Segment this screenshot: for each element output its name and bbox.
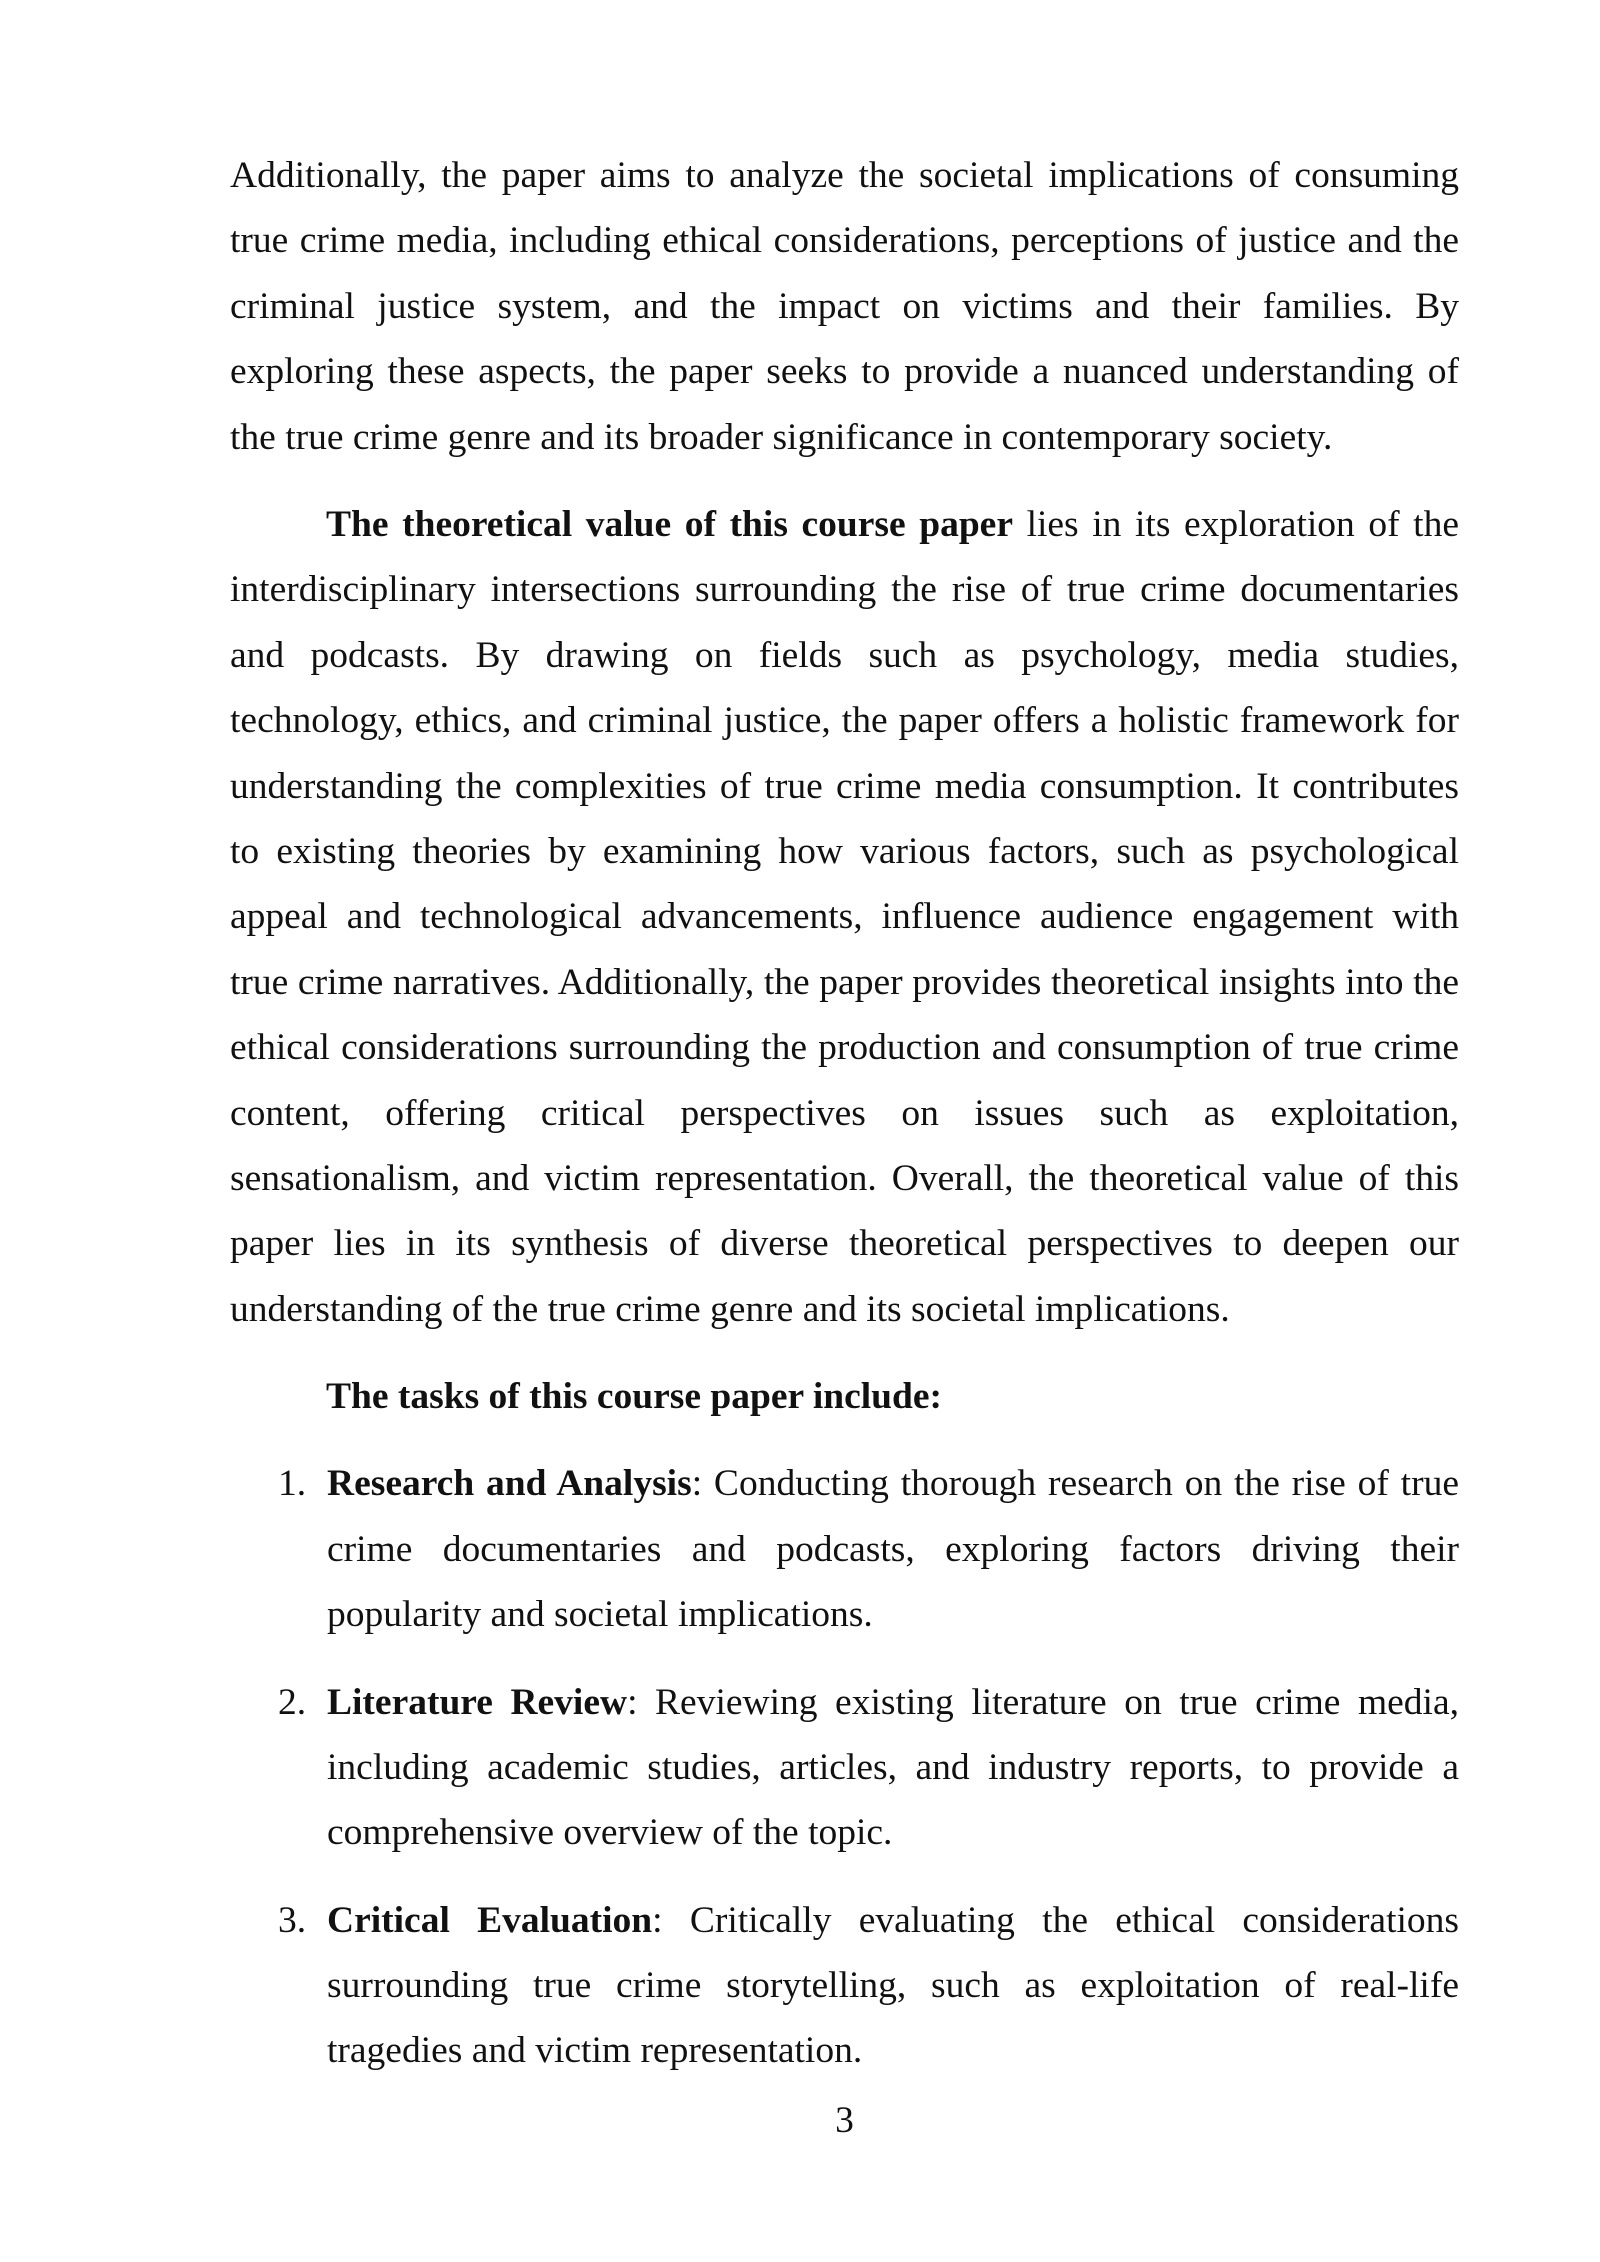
list-item-text: : Reviewing existing literature on true crime media, including academic studies, articles, and industry reports, to provide a comprehensive overview of the topic. — [327, 1681, 1459, 1854]
list-item-task-1 — [278, 1451, 1459, 1647]
list-item-number: 1. — [278, 1463, 307, 1505]
theoretical-value-lead: The theoretical value of this course paper — [326, 503, 1013, 545]
list-item-task-2 — [278, 1670, 1459, 1866]
list-item-number: 2. — [278, 1681, 307, 1723]
list-item-task-3 — [278, 1888, 1460, 2084]
list-item-text: : Conducting thorough research on the rise of true crime documentaries and podcasts, exploring factors driving their popularity and societal implications. — [327, 1463, 1459, 1636]
list-item-text: : Critically evaluating the ethical considerations surrounding true crime storytelling, such as exploitation of real-life tragedies and victim representation. — [327, 1899, 1460, 2072]
page-number: 3 — [835, 2100, 854, 2141]
list-item-number: 3. — [278, 1899, 307, 1941]
paragraph-societal-implications: Additionally, the paper aims to analyze the societal implications of consuming true crime media, including ethical considerations, perceptions of justice and the criminal justice system, and the impact on victims and their families. By exploring these aspects, the paper seeks to provide a nuanced understanding of the true crime genre and its broader significance in contemporary society. — [230, 155, 1459, 458]
tasks-heading: The tasks of this course paper include: — [326, 1376, 943, 1418]
paragraph-theoretical-value — [230, 492, 1459, 1342]
list-item-title: Literature Review — [327, 1681, 628, 1723]
list-item-title: Critical Evaluation — [327, 1899, 653, 1941]
page-body — [230, 143, 1459, 2106]
theoretical-value-text: lies in its exploration of the interdisciplinary intersections surrounding the rise of true crime documentaries and podcasts. By drawing on fields such as psychology, media studies, technology, ethics, and criminal justice, the paper offers a holistic framework for understanding the complexities of true crime media consumption. It contributes to existing theories by examining how various factors, such as psychological appeal and technological advancements, influence audience engagement with true crime narratives. Additionally, the paper provides theoretical insights into the ethical considerations surrounding the production and consumption of true crime content, offering critical perspectives on issues such as exploitation, sensationalism, and victim representation. Overall, the theoretical value of this paper lies in its synthesis of diverse theoretical perspectives to deepen our understanding of the true crime genre and its societal implications. — [230, 503, 1459, 1330]
list-item-title: Research and Analysis — [327, 1463, 692, 1505]
